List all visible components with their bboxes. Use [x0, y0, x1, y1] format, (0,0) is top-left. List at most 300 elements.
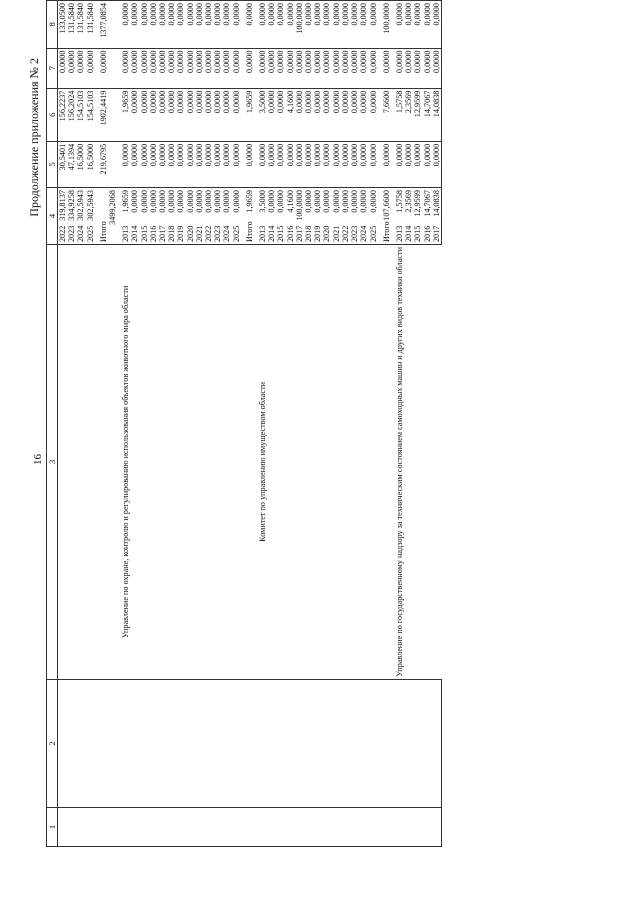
value-cell: 0,0000	[413, 1, 422, 49]
value-cell: 0,0000	[149, 141, 158, 187]
value-cell: 0,0000	[213, 190, 223, 213]
year-cell: 2025	[231, 225, 241, 243]
value-cell: 0,0000	[195, 141, 204, 187]
value-cell: 0,0000	[313, 88, 322, 141]
col2-cell	[404, 679, 413, 807]
total-value-cell: 3499,2068	[108, 190, 118, 225]
value-cell: 0,0000	[369, 1, 378, 49]
value-cell: 0,0000	[194, 190, 204, 213]
value-cell: 1,5758	[395, 88, 404, 141]
year-and-total-cell	[149, 188, 158, 245]
value-cell: 0,0000	[359, 141, 368, 187]
col2-cell	[58, 679, 68, 807]
col3-cell	[241, 245, 258, 680]
value-cell: 0,0000	[149, 1, 158, 49]
year-cell: 2018	[304, 225, 314, 243]
year-and-total-cell	[295, 188, 304, 245]
value-cell: 0,0000	[213, 48, 222, 88]
col1-cell	[130, 807, 139, 846]
col1-cell	[222, 807, 231, 846]
col1-cell	[267, 807, 276, 846]
value-cell: 0,0000	[204, 1, 213, 49]
value-cell: 302,5943	[85, 190, 95, 221]
table-row	[258, 1, 267, 847]
col3-cell	[95, 245, 121, 680]
col1-cell	[341, 807, 350, 846]
value-cell: 1,5758	[394, 190, 404, 213]
value-cell: 14,7067	[422, 190, 432, 217]
value-cell: 0,0000	[258, 48, 267, 88]
value-cell: 100,0000	[295, 1, 304, 49]
col1-cell	[204, 807, 213, 846]
col1-cell	[295, 807, 304, 846]
year-and-total-cell	[241, 188, 258, 245]
value-cell: 0,0000	[158, 190, 168, 213]
value-cell: 0,0000	[368, 190, 378, 213]
col2-cell	[95, 679, 121, 807]
value-cell: 0,0000	[231, 190, 241, 213]
year-and-total-cell	[204, 188, 213, 245]
year-and-total-cell	[58, 188, 68, 245]
table-row	[395, 1, 404, 847]
year-and-total-cell	[176, 188, 185, 245]
column-header: 4	[47, 188, 58, 245]
value-cell: 0,0000	[359, 48, 368, 88]
year-cell: 2016	[148, 225, 158, 243]
year-and-total-cell	[267, 188, 276, 245]
organization-name: Комитет по управлению имуществом области	[258, 245, 378, 680]
col1-cell	[313, 807, 322, 846]
value-cell: 0,0000	[232, 88, 241, 141]
col1-cell	[286, 807, 295, 846]
col2-cell	[369, 679, 378, 807]
col1-cell	[404, 807, 413, 846]
table-row	[121, 1, 130, 847]
year-cell: 2020	[322, 225, 332, 243]
total-value-cell: 219,6795	[95, 141, 121, 187]
column-header: 8	[47, 1, 58, 49]
value-cell: 0,0000	[167, 88, 176, 141]
year-and-total-cell	[322, 188, 331, 245]
year-and-total-cell	[140, 188, 149, 245]
col2-cell	[341, 679, 350, 807]
value-cell: 0,0000	[350, 88, 359, 141]
value-cell: 0,0000	[267, 48, 276, 88]
year-cell: 2023	[350, 225, 360, 243]
value-cell: 0,0000	[341, 88, 350, 141]
year-cell: 2013	[394, 225, 404, 243]
value-cell: 0,0000	[267, 141, 276, 187]
col2-cell	[232, 679, 241, 807]
value-cell: 131,5840	[76, 1, 85, 49]
col1-cell	[121, 807, 130, 846]
value-cell: 0,0000	[167, 48, 176, 88]
value-cell: 14,0838	[432, 88, 442, 141]
value-cell: 16,5000	[76, 141, 85, 187]
column-header: 2	[47, 679, 58, 807]
col2-cell	[222, 679, 231, 807]
value-cell: 0,0000	[322, 190, 332, 213]
year-cell: 2022	[204, 225, 214, 243]
year-cell: 2024	[359, 225, 369, 243]
year-cell: 2021	[331, 225, 341, 243]
value-cell: 0,0000	[140, 48, 149, 88]
value-cell: 12,9599	[413, 190, 423, 217]
value-cell: 0,0000	[213, 1, 222, 49]
year-and-total-cell	[158, 188, 167, 245]
column-header: 1	[47, 807, 58, 846]
col1-cell	[86, 807, 95, 846]
value-cell: 0,0000	[359, 190, 369, 213]
value-cell: 0,0000	[332, 141, 341, 187]
col1-cell	[258, 807, 267, 846]
value-cell: 0,0000	[395, 48, 404, 88]
year-and-total-cell	[341, 188, 350, 245]
col2-cell	[167, 679, 176, 807]
col1-cell	[378, 807, 395, 846]
col2-cell	[286, 679, 295, 807]
year-cell: 2017	[294, 225, 304, 243]
value-cell: 2,3569	[404, 190, 414, 213]
col2-cell	[186, 679, 195, 807]
value-cell: 30,5401	[58, 141, 68, 187]
value-cell: 334,9258	[67, 190, 77, 221]
total-value-cell: 0,0000	[95, 48, 121, 88]
col1-cell	[423, 807, 432, 846]
value-cell: 0,0000	[432, 1, 442, 49]
value-cell: 0,0000	[304, 1, 313, 49]
column-header: 6	[47, 88, 58, 141]
value-cell: 0,0000	[140, 1, 149, 49]
year-and-total-cell	[332, 188, 341, 245]
col2-cell	[76, 679, 85, 807]
col2-cell	[176, 679, 185, 807]
value-cell: 0,0000	[341, 48, 350, 88]
year-cell: 2017	[158, 225, 168, 243]
year-cell: 2024	[76, 225, 86, 243]
value-cell: 0,0000	[185, 190, 195, 213]
year-and-total-cell	[222, 188, 231, 245]
year-and-total-cell	[313, 188, 322, 245]
value-cell: 0,0000	[404, 1, 413, 49]
continuation-title: Продолжение приложения № 2	[27, 58, 41, 217]
value-cell: 154,5103	[86, 88, 95, 141]
value-cell: 1,9659	[121, 88, 130, 141]
total-value-cell: 0,0000	[241, 1, 258, 49]
total-row	[241, 1, 258, 847]
col2-cell	[413, 679, 422, 807]
value-cell: 3,5000	[258, 88, 267, 141]
col2-cell	[395, 679, 404, 807]
value-cell: 0,0000	[121, 48, 130, 88]
value-cell: 0,0000	[204, 88, 213, 141]
value-cell: 0,0000	[176, 88, 185, 141]
col1-cell	[432, 807, 442, 846]
col2-cell	[359, 679, 368, 807]
value-cell: 0,0000	[395, 1, 404, 49]
value-cell: 0,0000	[276, 141, 285, 187]
value-cell: 0,0000	[331, 190, 341, 213]
year-and-total-cell	[232, 188, 241, 245]
col2-cell	[195, 679, 204, 807]
value-cell: 0,0000	[267, 1, 276, 49]
value-cell: 0,0000	[222, 88, 231, 141]
value-cell: 0,0000	[195, 88, 204, 141]
value-cell: 0,0000	[186, 88, 195, 141]
year-cell: 2022	[58, 225, 67, 243]
value-cell: 0,0000	[413, 48, 422, 88]
year-cell: 2021	[194, 225, 204, 243]
value-cell: 0,0000	[130, 1, 139, 49]
year-cell: 2017	[431, 225, 441, 243]
col2-cell	[313, 679, 322, 807]
value-cell: 0,0000	[295, 48, 304, 88]
value-cell: 0,0000	[176, 190, 186, 213]
col1-cell	[413, 807, 422, 846]
value-cell: 0,0000	[204, 48, 213, 88]
value-cell: 0,0000	[232, 48, 241, 88]
total-value-cell: 100,0000	[378, 1, 395, 49]
value-cell: 0,0000	[395, 141, 404, 187]
year-and-total-cell	[432, 188, 442, 245]
value-cell: 0,0000	[276, 88, 285, 141]
value-cell: 0,0000	[204, 141, 213, 187]
value-cell: 0,0000	[423, 48, 432, 88]
total-row	[95, 1, 121, 847]
col1-cell	[167, 807, 176, 846]
value-cell: 0,0000	[340, 190, 350, 213]
col2-cell	[204, 679, 213, 807]
total-value-cell: 107,6600	[381, 190, 391, 221]
col1-cell	[213, 807, 222, 846]
value-cell: 0,0000	[341, 141, 350, 187]
value-cell: 319,8137	[58, 190, 67, 221]
value-cell: 0,0000	[313, 190, 323, 213]
table-body	[58, 1, 442, 847]
budget-table	[46, 0, 442, 847]
value-cell: 0,0000	[304, 141, 313, 187]
year-cell: 2023	[213, 225, 223, 243]
value-cell: 0,0000	[139, 190, 149, 213]
value-cell: 3,5000	[258, 190, 268, 213]
col2-cell	[130, 679, 139, 807]
col2-cell	[149, 679, 158, 807]
value-cell: 0,0000	[369, 141, 378, 187]
col2-cell	[86, 679, 95, 807]
total-value-cell: 1,9659	[241, 88, 258, 141]
value-cell: 0,0000	[295, 141, 304, 187]
col1-cell	[76, 807, 85, 846]
value-cell: 0,0000	[404, 48, 413, 88]
year-and-total-cell	[276, 188, 285, 245]
year-cell: 2016	[285, 225, 295, 243]
year-and-total-cell	[350, 188, 359, 245]
value-cell: 154,5103	[76, 88, 85, 141]
value-cell: 131,5840	[86, 1, 95, 49]
organization-name: Управление по охране, контролю и регулированию использования объектов животного мира области	[121, 245, 241, 680]
total-label: Итого	[244, 221, 254, 243]
col1-cell	[232, 807, 241, 846]
year-cell: 2013	[258, 225, 268, 243]
value-cell: 0,0000	[332, 1, 341, 49]
value-cell: 0,0000	[232, 1, 241, 49]
year-and-total-cell	[423, 188, 432, 245]
col2-cell	[432, 679, 442, 807]
col2-cell	[258, 679, 267, 807]
year-and-total-cell	[286, 188, 295, 245]
value-cell: 0,0000	[58, 48, 68, 88]
value-cell: 0,0000	[86, 48, 95, 88]
value-cell: 4,1600	[285, 190, 295, 213]
year-and-total-cell	[167, 188, 176, 245]
year-cell: 2018	[167, 225, 177, 243]
value-cell: 0,0000	[167, 1, 176, 49]
value-cell: 0,0000	[404, 141, 413, 187]
col1-cell	[176, 807, 185, 846]
value-cell: 0,0000	[176, 1, 185, 49]
total-value-cell: 1,9659	[244, 190, 254, 213]
value-cell: 0,0000	[213, 141, 222, 187]
col1-cell	[369, 807, 378, 846]
value-cell: 0,0000	[222, 141, 231, 187]
year-and-total-cell	[121, 188, 130, 245]
year-cell: 2020	[185, 225, 195, 243]
value-cell: 0,0000	[286, 1, 295, 49]
value-cell: 0,0000	[258, 1, 267, 49]
total-value-cell: 0,0000	[241, 48, 258, 88]
col2-cell	[140, 679, 149, 807]
value-cell: 0,0000	[176, 141, 185, 187]
col1-cell	[186, 807, 195, 846]
year-and-total-cell	[186, 188, 195, 245]
value-cell: 0,0000	[313, 1, 322, 49]
year-and-total-cell	[258, 188, 267, 245]
year-cell: 2015	[139, 225, 149, 243]
year-cell: 2014	[404, 225, 414, 243]
year-cell: 2019	[176, 225, 186, 243]
value-cell: 0,0000	[149, 48, 158, 88]
page-number: 16	[32, 454, 44, 465]
value-cell: 0,0000	[258, 141, 267, 187]
table-header-row	[47, 1, 58, 847]
year-cell: 2014	[130, 225, 140, 243]
year-and-total-cell	[195, 188, 204, 245]
value-cell: 0,0000	[313, 141, 322, 187]
value-cell: 0,0000	[76, 48, 85, 88]
value-cell: 0,0000	[350, 48, 359, 88]
value-cell: 0,0000	[276, 48, 285, 88]
organization-name	[58, 245, 95, 680]
total-value-cell: 0,0000	[378, 141, 395, 187]
year-and-total-cell	[359, 188, 368, 245]
total-value-cell: 1377,0854	[95, 1, 121, 49]
value-cell: 0,0000	[276, 190, 286, 213]
col1-cell	[158, 807, 167, 846]
col2-cell	[304, 679, 313, 807]
year-and-total-cell	[413, 188, 422, 245]
col1-cell	[241, 807, 258, 846]
col2-cell	[350, 679, 359, 807]
value-cell: 0,0000	[313, 48, 322, 88]
value-cell: 0,0000	[322, 141, 331, 187]
year-cell: 2025	[85, 225, 95, 243]
col1-cell	[350, 807, 359, 846]
value-cell: 0,0000	[176, 48, 185, 88]
col2-cell	[295, 679, 304, 807]
value-cell: 0,0000	[286, 48, 295, 88]
col2-cell	[267, 679, 276, 807]
value-cell: 0,0000	[121, 1, 130, 49]
col1-cell	[140, 807, 149, 846]
value-cell: 0,0000	[350, 1, 359, 49]
value-cell: 4,1600	[286, 88, 295, 141]
value-cell: 0,0000	[130, 48, 139, 88]
total-value-cell: 0,0000	[378, 48, 395, 88]
value-cell: 0,0000	[413, 141, 422, 187]
value-cell: 12,9599	[413, 88, 422, 141]
value-cell: 0,0000	[322, 48, 331, 88]
value-cell: 0,0000	[158, 48, 167, 88]
column-header: 5	[47, 141, 58, 187]
value-cell: 14,0838	[431, 190, 441, 217]
value-cell: 0,0000	[369, 88, 378, 141]
total-value-cell: 7,6600	[378, 88, 395, 141]
col1-cell	[276, 807, 285, 846]
value-cell: 0,0000	[423, 141, 432, 187]
value-cell: 0,0000	[158, 141, 167, 187]
value-cell: 0,0000	[222, 190, 232, 213]
column-header: 7	[47, 48, 58, 88]
year-cell: 2016	[422, 225, 432, 243]
col2-cell	[158, 679, 167, 807]
value-cell: 156,2237	[58, 88, 68, 141]
year-cell: 2013	[121, 225, 131, 243]
column-header: 3	[47, 245, 58, 680]
value-cell: 0,0000	[195, 1, 204, 49]
col2-cell	[67, 679, 76, 807]
year-and-total-cell	[378, 188, 395, 245]
value-cell: 0,0000	[222, 1, 231, 49]
value-cell: 47,1394	[67, 141, 76, 187]
col2-cell	[276, 679, 285, 807]
year-cell: 2019	[313, 225, 323, 243]
value-cell: 302,5943	[76, 190, 86, 221]
col1-cell	[195, 807, 204, 846]
col1-cell	[67, 807, 76, 846]
year-and-total-cell	[304, 188, 313, 245]
value-cell: 0,0000	[432, 48, 442, 88]
value-cell: 0,0000	[276, 1, 285, 49]
total-label: Итого	[381, 221, 391, 243]
total-value-cell: 0,0000	[241, 141, 258, 187]
value-cell: 0,0000	[195, 48, 204, 88]
value-cell: 16,5000	[86, 141, 95, 187]
value-cell: 0,0000	[232, 141, 241, 187]
value-cell: 0,0000	[369, 48, 378, 88]
value-cell: 0,0000	[186, 48, 195, 88]
year-cell: 2023	[67, 225, 77, 243]
value-cell: 0,0000	[67, 48, 76, 88]
year-and-total-cell	[404, 188, 413, 245]
year-cell: 2025	[368, 225, 378, 243]
col2-cell	[378, 679, 395, 807]
value-cell: 0,0000	[341, 1, 350, 49]
col3-cell	[378, 245, 395, 680]
year-and-total-cell	[395, 188, 404, 245]
year-cell: 2014	[267, 225, 277, 243]
value-cell: 0,0000	[332, 48, 341, 88]
year-and-total-cell	[369, 188, 378, 245]
